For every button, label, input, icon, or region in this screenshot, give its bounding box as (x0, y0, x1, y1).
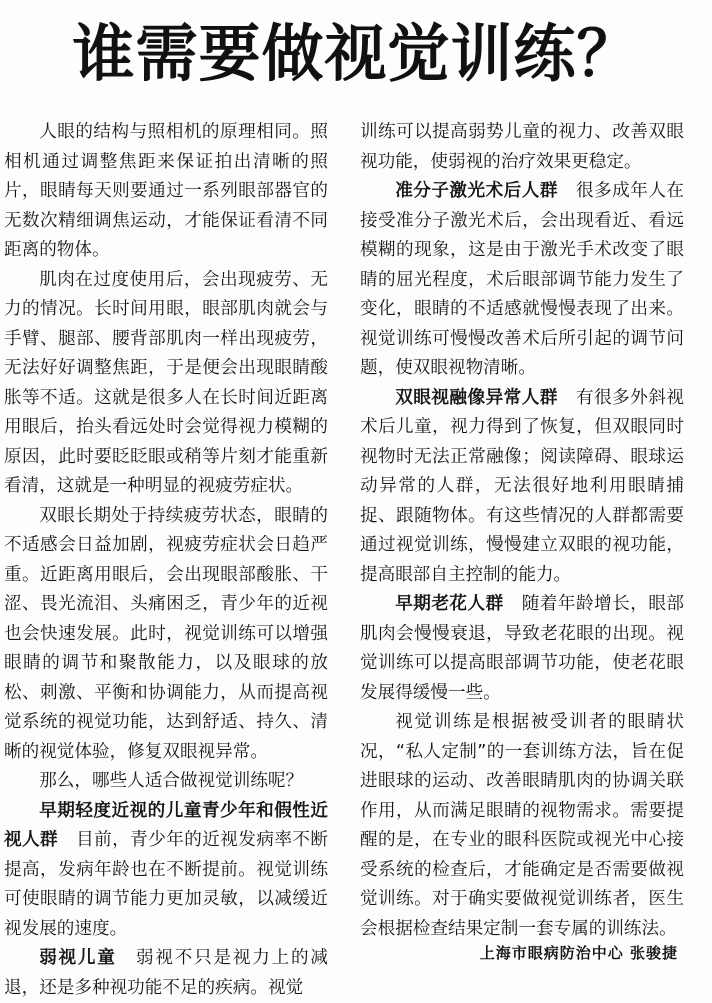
paragraph-text: 训练可以提高弱势儿童的视力、改善双眼视功能，使弱视的治疗效果更稳定。 (360, 122, 684, 172)
paragraph (4, 266, 328, 502)
paragraph-text: 有很多外斜视术后儿童，视力得到了恢复，但双眼同时视物时无法正常融像；阅读障碍、眼球运动异常的人群，无法很好地利用眼睛捕捉、跟随物体。有这些情况的人群都需要通过视觉训练，慢慢建立双眼的视功能，提高眼部自主控制的能力。 (360, 387, 684, 585)
paragraph (4, 767, 328, 797)
paragraph (4, 502, 328, 768)
paragraph-text: 肌肉在过度使用后，会出现疲劳、无力的情况。长时间用眼，眼部肌肉就会与手臂、腿部、腰背部肌肉一样出现疲劳，无法好好调整焦距，于是便会出现眼睛酸胀等不适。这就是很多人在长时间近距离用眼后，抬头看远处时会觉得视力模糊的原因，此时要眨眨眼或稍等片刻才能重新看清，这就是一种明显的视疲劳症状。 (4, 269, 328, 496)
paragraph (360, 590, 684, 708)
paragraph-text: 随着年龄增长，眼部肌肉会慢慢衰退，导致老花眼的出现。视觉训练可以提高眼部调节功能，使老花眼发展得缓慢一些。 (360, 594, 684, 703)
paragraph (4, 118, 328, 266)
article-title: 谁需要做视觉训练？ (72, 17, 640, 90)
paragraph (360, 384, 684, 591)
paragraph (360, 708, 684, 944)
section-lead: 早期轻度近视的儿童青少年和假性近视人群 (4, 800, 328, 850)
paragraph-text: 很多成年人在接受准分子激光术后，会出现看近、看远模糊的现象，这是由于激光手术改变了眼睛的屈光程度，术后眼部调节能力发生了变化，眼睛的不适感就慢慢表现了出来。视觉训练可慢慢改善术后所引起的调节问题，使双眼视物清晰。 (360, 181, 684, 378)
section-lead: 准分子激光术后人群 (395, 181, 558, 201)
section-lead: 双眼视融像异常人群 (395, 387, 558, 408)
paragraph (360, 177, 684, 384)
author-byline: 上海市眼病防治中心 张骏捷 (479, 944, 678, 962)
left-column (4, 118, 328, 1003)
paragraph (360, 118, 684, 177)
paragraph-text: 弱视不只是视力上的减退，还是多种视功能不足的疾病。视觉 (4, 948, 328, 998)
paragraph (4, 944, 328, 1003)
paragraph-text: 视觉训练是根据被受训者的眼睛状况，“私人定制”的一套训练方法，旨在促进眼球的运动、改善眼睛肌肉的协调关联作用，从而满足眼睛的视物需求。需要提醒的是，在专业的眼科医院或视光中心接受系统的检查后，才能确定是否需要做视觉训练。对于确实要做视觉训练者，医生会根据检查结果定制一套专属的训练法。 (360, 712, 684, 939)
paragraph-text: 那么，哪些人适合做视觉训练呢？ (39, 771, 304, 791)
paragraph-text: 人眼的结构与照相机的原理相同。照相机通过调整焦距来保证拍出清晰的照片，眼睛每天则要通过一系列眼部器官的无数次精细调焦运动，才能保证看清不同距离的物体。 (4, 122, 328, 260)
section-lead: 弱视儿童 (39, 948, 117, 968)
paragraph-text: 双眼长期处于持续疲劳状态，眼睛的不适感会日益加剧，视疲劳症状会日趋严重。近距离用眼后，会出现眼部酸胀、干涩、畏光流泪、头痛困乏，青少年的近视也会快速发展。此时，视觉训练可以增强眼睛的调节和聚散能力，以及眼球的放松、刺激、平衡和协调能力，从而提高视觉系统的视觉功能，达到舒适、持久、清晰的视觉体验，修复双眼视异常。 (4, 505, 328, 762)
right-column (360, 118, 684, 944)
section-lead: 早期老花人群 (395, 594, 504, 614)
paragraph (4, 797, 328, 945)
paragraph-text: 目前，青少年的近视发病率不断提高，发病年龄也在不断提前。视觉训练可使眼睛的调节能力更加灵敏，以减缓近视发展的速度。 (4, 830, 328, 939)
